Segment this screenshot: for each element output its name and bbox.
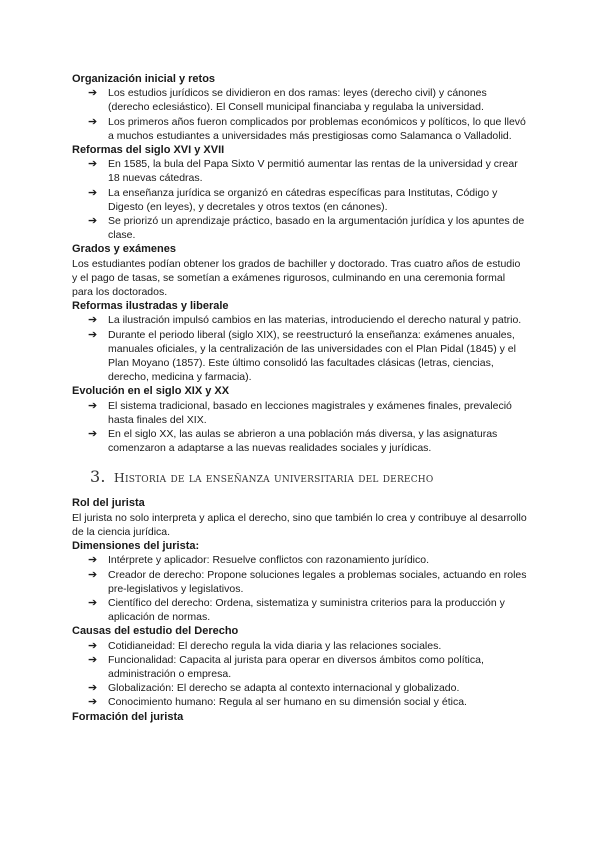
list-item (72, 568, 528, 596)
arrow-bullet-icon: ➔ (88, 554, 98, 567)
section-heading: Reformas ilustradas y liberale (72, 300, 229, 313)
list-item-text: Intérprete y aplicador: Resuelve conflictos con razonamiento jurídico. (108, 554, 429, 567)
arrow-bullet-icon: ➔ (88, 399, 98, 412)
arrow-bullet-icon: ➔ (88, 682, 98, 695)
list-item-text: Globalización: El derecho se adapta al contexto internacional y globalizado. (108, 682, 460, 695)
arrow-bullet-icon: ➔ (88, 639, 98, 652)
list-item-text: Científico del derecho: Ordena, sistematiza y suministra criterios para la producción y aplicación de normas. (108, 596, 505, 624)
list-item-text: En 1585, la bula del Papa Sixto V permitió aumentar las rentas de la universidad y crear 18 nuevas cátedras. (108, 158, 518, 185)
arrow-bullet-icon: ➔ (88, 87, 98, 100)
section-heading: Grados y exámenes (72, 243, 176, 256)
list-item-text: Conocimiento humano: Regula al ser humano en su dimensión social y ética. (108, 696, 467, 709)
list-item (72, 399, 528, 427)
section-heading: Evolución en el siglo XIX y XX (72, 385, 230, 398)
arrow-list (72, 553, 528, 624)
arrow-bullet-icon: ➔ (88, 115, 98, 128)
list-item-text: Durante el periodo liberal (siglo XIX), se reestructuró la enseñanza: exámenes anuales, manuales oficiales, y la centralización de las universidades con el Plan Pidal (1845) y el Plan Moyano (1857). Este último consolidó las facultades clásicas (letras, ciencias, derecho, medicina y farmacia). (108, 328, 516, 384)
arrow-bullet-icon: ➔ (88, 696, 98, 709)
list-item-text: Creador de derecho: Propone soluciones legales a problemas sociales, actuando en roles pre-legislativos y legislativos. (108, 568, 527, 595)
arrow-bullet-icon: ➔ (88, 328, 98, 341)
list-item (72, 115, 528, 143)
section-heading: Causas del estudio del Derecho (72, 625, 239, 638)
list-item-text: Funcionalidad: Capacita al jurista para operar en diversos ámbitos como política, administración o empresa. (108, 653, 484, 680)
content-part-1 (72, 72, 528, 455)
arrow-bullet-icon: ➔ (88, 568, 98, 581)
arrow-bullet-icon: ➔ (88, 653, 98, 666)
arrow-bullet-icon: ➔ (88, 215, 98, 228)
arrow-bullet-icon: ➔ (88, 428, 98, 441)
list-item-text: Cotidianeidad: El derecho regula la vida diaria y las relaciones sociales. (108, 639, 442, 652)
arrow-list (72, 639, 528, 710)
list-item (72, 157, 528, 185)
list-item (72, 639, 528, 653)
list-item (72, 695, 528, 709)
list-item (72, 596, 528, 624)
chapter-number: 3. (90, 467, 106, 487)
arrow-list (72, 157, 528, 242)
section-heading: Dimensiones del jurista: (72, 540, 200, 553)
list-item-text: Se priorizó un aprendizaje práctico, basado en la argumentación jurídica y los apuntes de clase. (108, 215, 525, 242)
list-item (72, 328, 528, 385)
list-item-text: La ilustración impulsó cambios en las materias, introduciendo el derecho natural y patrio. (108, 314, 522, 327)
arrow-list (72, 399, 528, 456)
section-heading: Rol del jurista (72, 497, 145, 510)
list-item (72, 681, 528, 695)
chapter-heading (90, 467, 528, 488)
list-item-text: Los estudios jurídicos se dividieron en dos ramas: leyes (derecho civil) y cánones (derecho eclesiástico). El Consell municipal financiaba y regulaba la universidad. (108, 87, 487, 114)
chapter-title: Historia de la enseñanza universitaria del derecho (113, 470, 434, 486)
list-item-text: Los primeros años fueron complicados por problemas económicos y políticos, lo que llevó a muchos estudiantes a universidades más prestigiosas como Salamanca o Valladolid. (108, 115, 526, 142)
list-item (72, 553, 528, 567)
arrow-bullet-icon: ➔ (88, 314, 98, 327)
list-item-text: En el siglo XX, las aulas se abrieron a una población más diversa, y las asignaturas comenzaron a adaptarse a las nuevas realidades sociales y jurídicas. (108, 428, 498, 455)
arrow-list (72, 313, 528, 384)
list-item (72, 653, 528, 681)
section-heading: Organización inicial y retos (72, 73, 216, 85)
document-page (72, 72, 528, 724)
list-item (72, 313, 528, 327)
section-heading: Formación del jurista (72, 710, 184, 723)
section-paragraph: Los estudiantes podían obtener los grados de bachiller y doctorado. Tras cuatro años de estudio y el pago de tasas, se sometían a exámenes rigurosos, culminando en una ceremonia formal para los doctorados. (72, 257, 521, 299)
list-item (72, 214, 528, 242)
list-item (72, 86, 528, 114)
content-part-2 (72, 496, 528, 723)
arrow-bullet-icon: ➔ (88, 186, 98, 199)
list-item (72, 186, 528, 214)
list-item-text: El sistema tradicional, basado en lecciones magistrales y exámenes finales, prevaleció hasta finales del XIX. (108, 399, 512, 426)
section-paragraph: El jurista no solo interpreta y aplica el derecho, sino que también lo crea y contribuye al desarrollo de la ciencia jurídica. (72, 511, 527, 538)
section-heading: Reformas del siglo XVI y XVII (72, 144, 225, 157)
list-item (72, 427, 528, 455)
arrow-list (72, 86, 528, 143)
arrow-bullet-icon: ➔ (88, 596, 98, 609)
list-item-text: La enseñanza jurídica se organizó en cátedras específicas para Institutas, Código y Digesto (en leyes), y decretales y otros textos (en cánones). (108, 186, 498, 213)
arrow-bullet-icon: ➔ (88, 158, 98, 171)
